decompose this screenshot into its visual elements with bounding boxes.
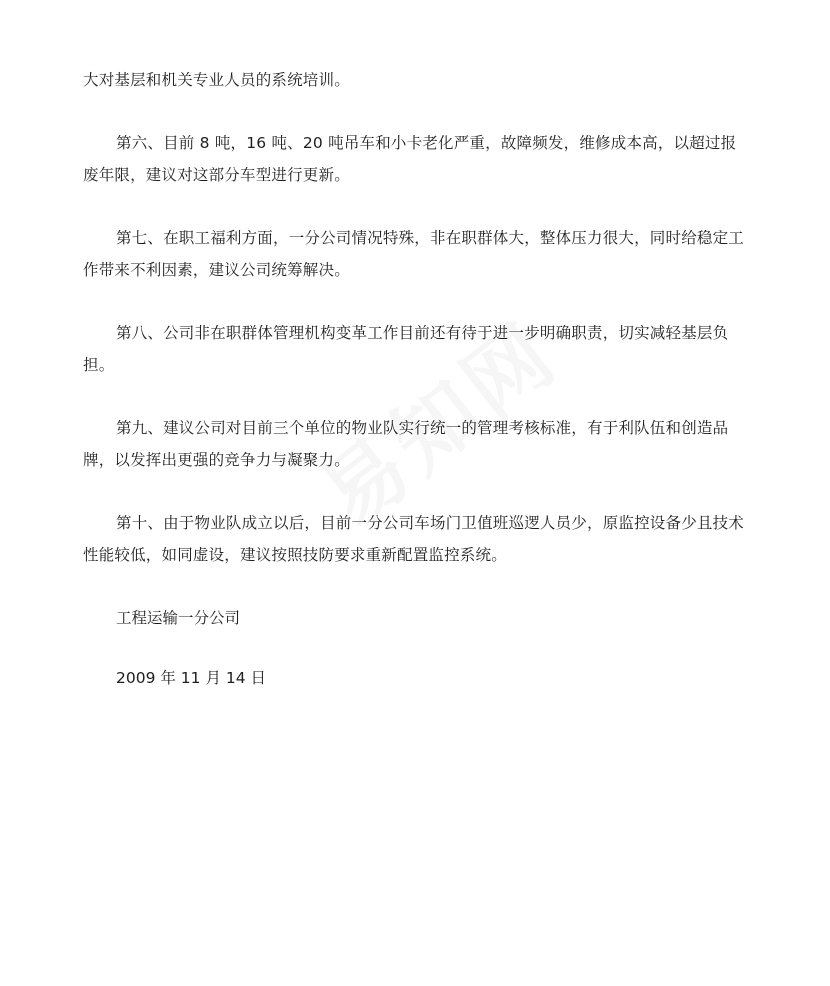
paragraph-item-9: 第九、建议公司对目前三个单位的物业队实行统一的管理考核标准，有于利队伍和创造品牌，以发挥出更强的竞争力与凝聚力。 (83, 419, 729, 469)
paragraph-item-8: 第八、公司非在职群体管理机构变革工作目前还有待于进一步明确职责，切实减轻基层负担。 (83, 324, 729, 374)
signature-company: 工程运输一分公司 (116, 609, 241, 627)
paragraph-continued: 大对基层和机关专业人员的系统培训。 (83, 71, 350, 89)
paragraph-item-10: 第十、由于物业队成立以后，目前一分公司车场门卫值班巡逻人员少，原监控设备少且技术性能较低，如同虚设，建议按照技防要求重新配置监控系统。 (83, 514, 745, 564)
document-body (83, 64, 751, 722)
signature-date: 2009 年 11 月 14 日 (116, 669, 267, 687)
paragraph-item-7: 第七、在职工福利方面，一分公司情况特殊，非在职群体大，整体压力很大，同时给稳定工作带来不利因素，建议公司统筹解决。 (83, 229, 745, 279)
paragraph-item-6: 第六、目前 8 吨，16 吨、20 吨吊车和小卡老化严重，故障频发，维修成本高，以超过报废年限，建议对这部分车型进行更新。 (83, 134, 737, 184)
